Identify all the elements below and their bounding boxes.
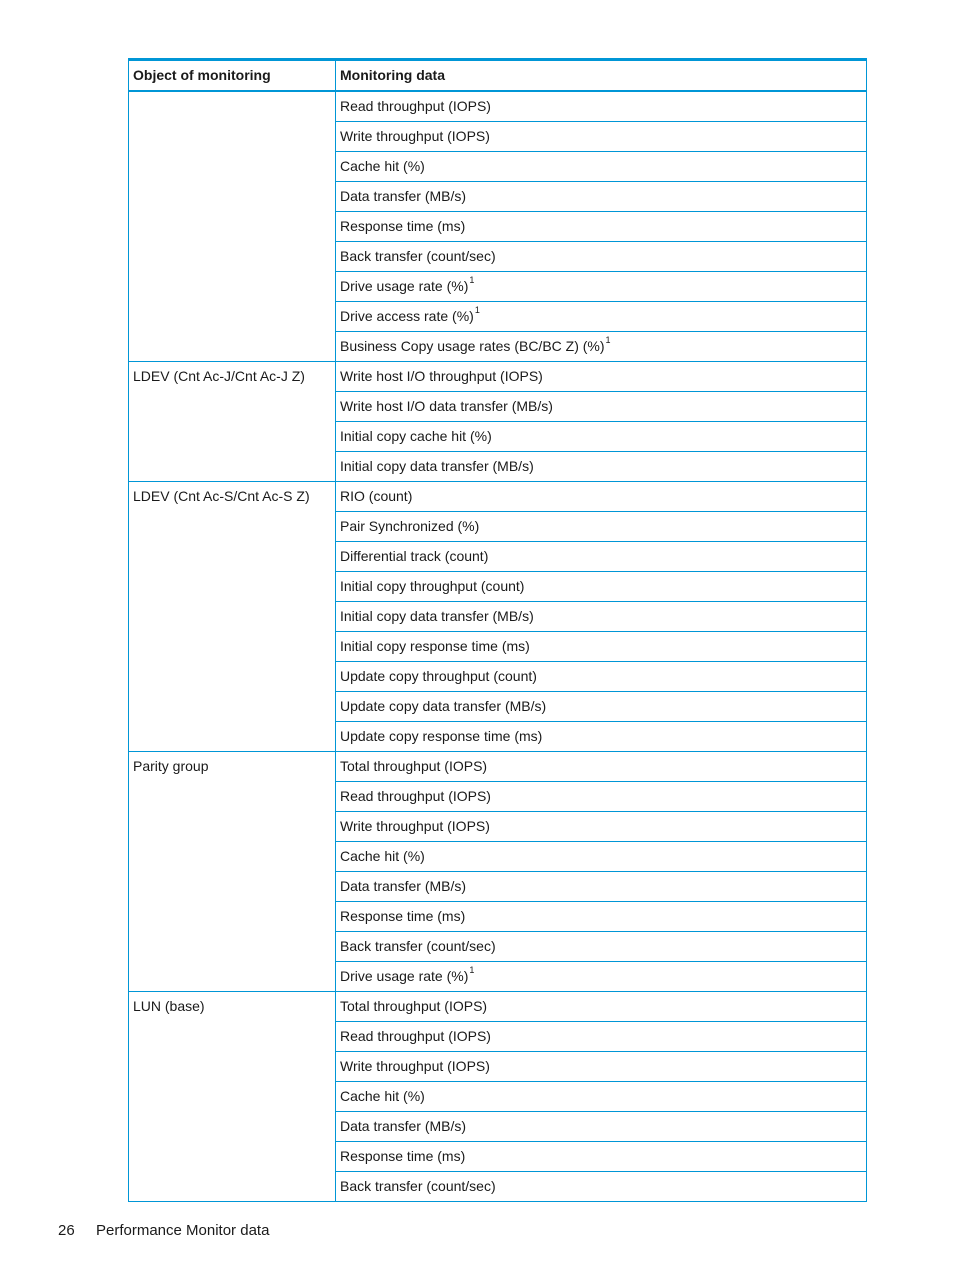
monitoring-data-text: Drive usage rate (%) — [340, 968, 469, 984]
monitoring-data-text: Business Copy usage rates (BC/BC Z) (%) — [340, 338, 605, 354]
monitoring-data-cell — [336, 902, 867, 932]
monitoring-data-text: Response time (ms) — [340, 218, 466, 234]
footnote-marker: 1 — [605, 335, 611, 346]
monitoring-data-text: Initial copy data transfer (MB/s) — [340, 458, 534, 474]
monitoring-data-cell — [336, 962, 867, 992]
table-row — [129, 752, 867, 782]
monitoring-data-cell — [336, 212, 867, 242]
object-of-monitoring-cell: LDEV (Cnt Ac-S/Cnt Ac-S Z) — [129, 482, 336, 752]
monitoring-data-text: Update copy response time (ms) — [340, 728, 543, 744]
monitoring-data-text: Data transfer (MB/s) — [340, 188, 467, 204]
monitoring-data-cell — [336, 632, 867, 662]
header-monitoring-data: Monitoring data — [336, 60, 867, 92]
monitoring-data-text: Response time (ms) — [340, 1148, 466, 1164]
monitoring-data-cell — [336, 362, 867, 392]
monitoring-data-cell — [336, 602, 867, 632]
monitoring-data-cell — [336, 452, 867, 482]
table-row — [129, 362, 867, 392]
monitoring-data-text: Drive usage rate (%) — [340, 278, 469, 294]
monitoring-data-cell — [336, 872, 867, 902]
monitoring-data-cell — [336, 182, 867, 212]
monitoring-data-text: Cache hit (%) — [340, 848, 425, 864]
monitoring-data-text: Back transfer (count/sec) — [340, 1178, 496, 1194]
monitoring-data-text: Read throughput (IOPS) — [340, 98, 491, 114]
monitoring-data-cell — [336, 572, 867, 602]
monitoring-data-cell — [336, 242, 867, 272]
monitoring-data-text: Write host I/O throughput (IOPS) — [340, 368, 543, 384]
monitoring-data-cell — [336, 1022, 867, 1052]
monitoring-data-text: Update copy throughput (count) — [340, 668, 537, 684]
monitoring-data-text: Cache hit (%) — [340, 158, 425, 174]
monitoring-data-cell — [336, 122, 867, 152]
table-row — [129, 91, 867, 122]
object-of-monitoring-cell — [129, 91, 336, 362]
object-of-monitoring-cell: LUN (base) — [129, 992, 336, 1202]
page-number: 26 — [58, 1222, 75, 1239]
monitoring-data-text: Initial copy data transfer (MB/s) — [340, 608, 534, 624]
table-row — [129, 482, 867, 512]
monitoring-data-cell — [336, 392, 867, 422]
monitoring-data-cell — [336, 91, 867, 122]
monitoring-table — [128, 58, 867, 1202]
monitoring-data-cell — [336, 482, 867, 512]
monitoring-data-cell — [336, 1142, 867, 1172]
monitoring-data-text: RIO (count) — [340, 488, 413, 504]
monitoring-data-text: Total throughput (IOPS) — [340, 998, 488, 1014]
monitoring-data-text: Differential track (count) — [340, 548, 489, 564]
monitoring-data-cell — [336, 1112, 867, 1142]
monitoring-data-cell — [336, 512, 867, 542]
monitoring-data-text: Write throughput (IOPS) — [340, 128, 490, 144]
footnote-marker: 1 — [469, 275, 475, 286]
monitoring-data-text: Back transfer (count/sec) — [340, 938, 496, 954]
monitoring-data-cell — [336, 1082, 867, 1112]
monitoring-data-text: Drive access rate (%) — [340, 308, 474, 324]
monitoring-data-text: Update copy data transfer (MB/s) — [340, 698, 547, 714]
table-row — [129, 992, 867, 1022]
monitoring-data-cell — [336, 152, 867, 182]
monitoring-data-cell — [336, 1172, 867, 1202]
monitoring-data-text: Total throughput (IOPS) — [340, 758, 488, 774]
footnote-marker: 1 — [469, 965, 475, 976]
monitoring-data-cell — [336, 782, 867, 812]
object-of-monitoring-cell: LDEV (Cnt Ac-J/Cnt Ac-J Z) — [129, 362, 336, 482]
monitoring-table-container — [128, 58, 867, 1202]
page-footer — [58, 1222, 269, 1239]
monitoring-data-text: Back transfer (count/sec) — [340, 248, 496, 264]
monitoring-data-text: Write throughput (IOPS) — [340, 818, 490, 834]
monitoring-data-cell — [336, 1052, 867, 1082]
monitoring-data-cell — [336, 812, 867, 842]
monitoring-data-cell — [336, 752, 867, 782]
monitoring-data-text: Read throughput (IOPS) — [340, 788, 491, 804]
monitoring-data-cell — [336, 542, 867, 572]
table-body — [129, 91, 867, 1202]
monitoring-data-text: Write throughput (IOPS) — [340, 1058, 490, 1074]
monitoring-data-text: Pair Synchronized (%) — [340, 518, 480, 534]
monitoring-data-cell — [336, 842, 867, 872]
monitoring-data-text: Cache hit (%) — [340, 1088, 425, 1104]
header-object-of-monitoring: Object of monitoring — [129, 60, 336, 92]
monitoring-data-text: Data transfer (MB/s) — [340, 878, 467, 894]
monitoring-data-cell — [336, 692, 867, 722]
monitoring-data-cell — [336, 992, 867, 1022]
footer-section-title: Performance Monitor data — [96, 1222, 270, 1239]
monitoring-data-text: Initial copy cache hit (%) — [340, 428, 492, 444]
object-of-monitoring-cell: Parity group — [129, 752, 336, 992]
table-header-row — [129, 60, 867, 92]
monitoring-data-cell — [336, 932, 867, 962]
monitoring-data-text: Response time (ms) — [340, 908, 466, 924]
monitoring-data-text: Read throughput (IOPS) — [340, 1028, 491, 1044]
monitoring-data-text: Initial copy response time (ms) — [340, 638, 530, 654]
monitoring-data-cell — [336, 302, 867, 332]
monitoring-data-text: Initial copy throughput (count) — [340, 578, 525, 594]
monitoring-data-text: Data transfer (MB/s) — [340, 1118, 467, 1134]
footnote-marker: 1 — [474, 305, 480, 316]
monitoring-data-cell — [336, 332, 867, 362]
monitoring-data-cell — [336, 422, 867, 452]
monitoring-data-cell — [336, 272, 867, 302]
monitoring-data-cell — [336, 722, 867, 752]
monitoring-data-text: Write host I/O data transfer (MB/s) — [340, 398, 553, 414]
monitoring-data-cell — [336, 662, 867, 692]
